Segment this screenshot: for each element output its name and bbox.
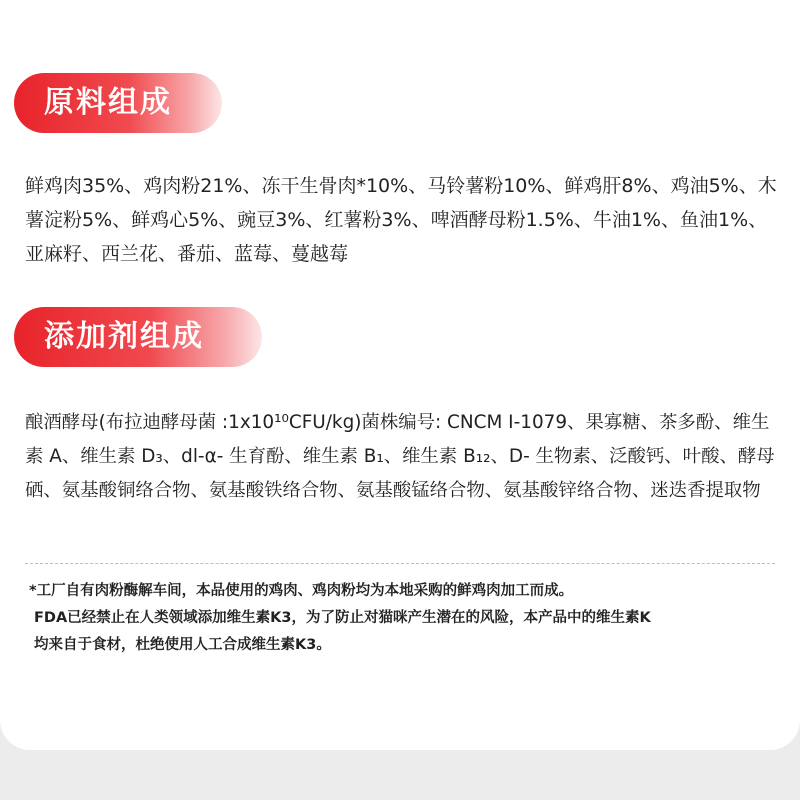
footnote-line-1: *工厂自有肉粉酶解车间，本品使用的鸡肉、鸡肉粉均为本地采购的鲜鸡肉加工而成。: [29, 583, 574, 599]
footnote-line-2: FDA已经禁止在人类领域添加维生素K3，为了防止对猫咪产生潜在的风险，本产品中的维生素K: [34, 610, 651, 626]
additives-text: 酿酒酵母(布拉迪酵母菌 :1x10¹⁰CFU/kg)菌株编号: CNCM I-1079、果寡糖、茶多酚、维生素 A、维生素 D₃、dl-α- 生育酚、维生素 B₁、维生素 B₁₂、D- 生物素、泛酸钙、叶酸、酵母硒、氨基酸铜络合物、氨基酸铁络合物、氨基酸锰络合物、氨基酸锌络合物、迷迭香提取物: [25, 412, 775, 501]
ingredients-text: 鲜鸡肉35%、鸡肉粉21%、冻干生骨肉*10%、马铃薯粉10%、鲜鸡肝8%、鸡油5%、木薯淀粉5%、鲜鸡心5%、豌豆3%、红薯粉3%、啤酒酵母粉1.5%、牛油1%、鱼油1%、亚麻籽、西兰花、番茄、蓝莓、蔓越莓: [25, 175, 777, 265]
section-title-ingredients: 原料组成: [14, 73, 222, 133]
section-title-additives: 添加剂组成: [14, 307, 262, 367]
footnote-line-3: 均来自于食材，杜绝使用人工合成维生素K3。: [34, 637, 331, 653]
dashed-divider: [25, 563, 775, 564]
